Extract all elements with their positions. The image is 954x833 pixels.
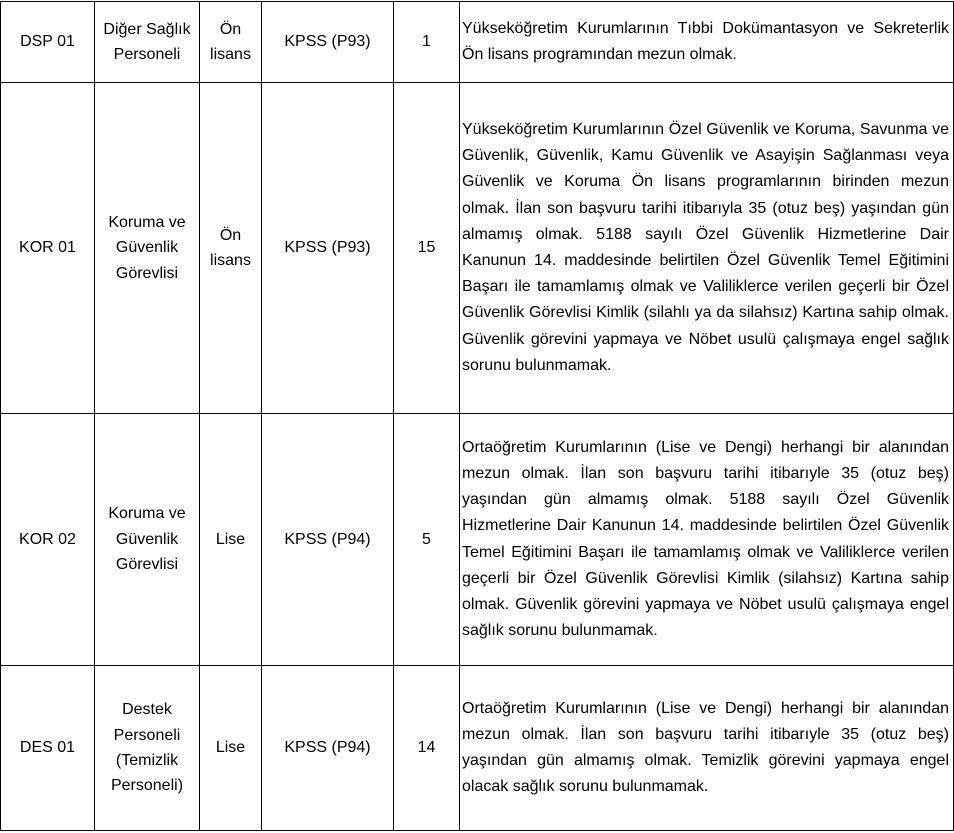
position-code: KOR 02 bbox=[1, 414, 95, 666]
requirement-text: Ortaöğretim Kurumlarının (Lise ve Dengi) herhangi bir alanından mezun olmak. İlan son başvuru tarihi itibarıyle 35 (otuz beş) yaşından gün almamış olmak. 5188 sayılı Özel Güvenlik Hizmetlerine Dair Kanunun 14. maddesinde belirtilen Özel Güvenlik Temel Eğitimini Başarı ile tamamlamış olmak ve Valiliklerce verilen geçerli bir Özel Güvenlik Görevlisi Kimlik (silahsız) Kartına sahip olmak. Güvenlik görevini yapmaya ve Nöbet usulü çalışmaya engel sağlık sorunu bulunmamak. bbox=[460, 414, 954, 666]
position-code: KOR 01 bbox=[1, 83, 95, 414]
exam-score-type: KPSS (P94) bbox=[262, 666, 394, 831]
requirement-text: Yükseköğretim Kurumlarının Özel Güvenlik ve Koruma, Savunma ve Güvenlik, Güvenlik, Kamu Güvenlik ve Asayişin Sağlanması veya Güvenlik ve Koruma Ön lisans programlarının birinden mezun olmak. İlan son başvuru tarihi itibarıyla 35 (otuz beş) yaşından gün almamış olmak. 5188 sayılı Özel Güvenlik Hizmetlerine Dair Kanunun 14. maddesinde belirtilen Özel Güvenlik Temel Eğitimini Başarı ile tamamlamış olmak ve Valiliklerce verilen geçerli bir Özel Güvenlik Görevlisi Kimlik (silahlı ya da silahsız) Kartına sahip olmak. Güvenlik görevini yapmaya ve Nöbet usulü çalışmaya engel sağlık sorunu bulunmamak. bbox=[460, 83, 954, 414]
position-code: DES 01 bbox=[1, 666, 95, 831]
education-level: Lise bbox=[200, 666, 262, 831]
position-count: 14 bbox=[394, 666, 460, 831]
position-title: Destek Personeli (Temizlik Personeli) bbox=[95, 666, 200, 831]
position-title: Koruma ve Güvenlik Görevlisi bbox=[95, 414, 200, 666]
position-code: DSP 01 bbox=[1, 2, 95, 83]
table-row bbox=[1, 666, 954, 831]
positions-table bbox=[0, 1, 954, 831]
exam-score-type: KPSS (P93) bbox=[262, 83, 394, 414]
exam-score-type: KPSS (P94) bbox=[262, 414, 394, 666]
education-level: Ön lisans bbox=[200, 83, 262, 414]
position-count: 15 bbox=[394, 83, 460, 414]
table-row bbox=[1, 83, 954, 414]
position-title: Koruma ve Güvenlik Görevlisi bbox=[95, 83, 200, 414]
requirement-text: Yükseköğretim Kurumlarının Tıbbi Dokümantasyon ve Sekreterlik Ön lisans programından mezun olmak. bbox=[460, 2, 954, 83]
table-row bbox=[1, 414, 954, 666]
education-level: Lise bbox=[200, 414, 262, 666]
position-count: 5 bbox=[394, 414, 460, 666]
requirement-text: Ortaöğretim Kurumlarının (Lise ve Dengi) herhangi bir alanından mezun olmak. İlan son başvuru tarihi itibarıyle 35 (otuz beş) yaşından gün almamış olmak. Temizlik görevini yapmaya engel olacak sağlık sorunu bulunmamak. bbox=[460, 666, 954, 831]
exam-score-type: KPSS (P93) bbox=[262, 2, 394, 83]
education-level: Ön lisans bbox=[200, 2, 262, 83]
table-row bbox=[1, 2, 954, 83]
position-title: Diğer Sağlık Personeli bbox=[95, 2, 200, 83]
position-count: 1 bbox=[394, 2, 460, 83]
